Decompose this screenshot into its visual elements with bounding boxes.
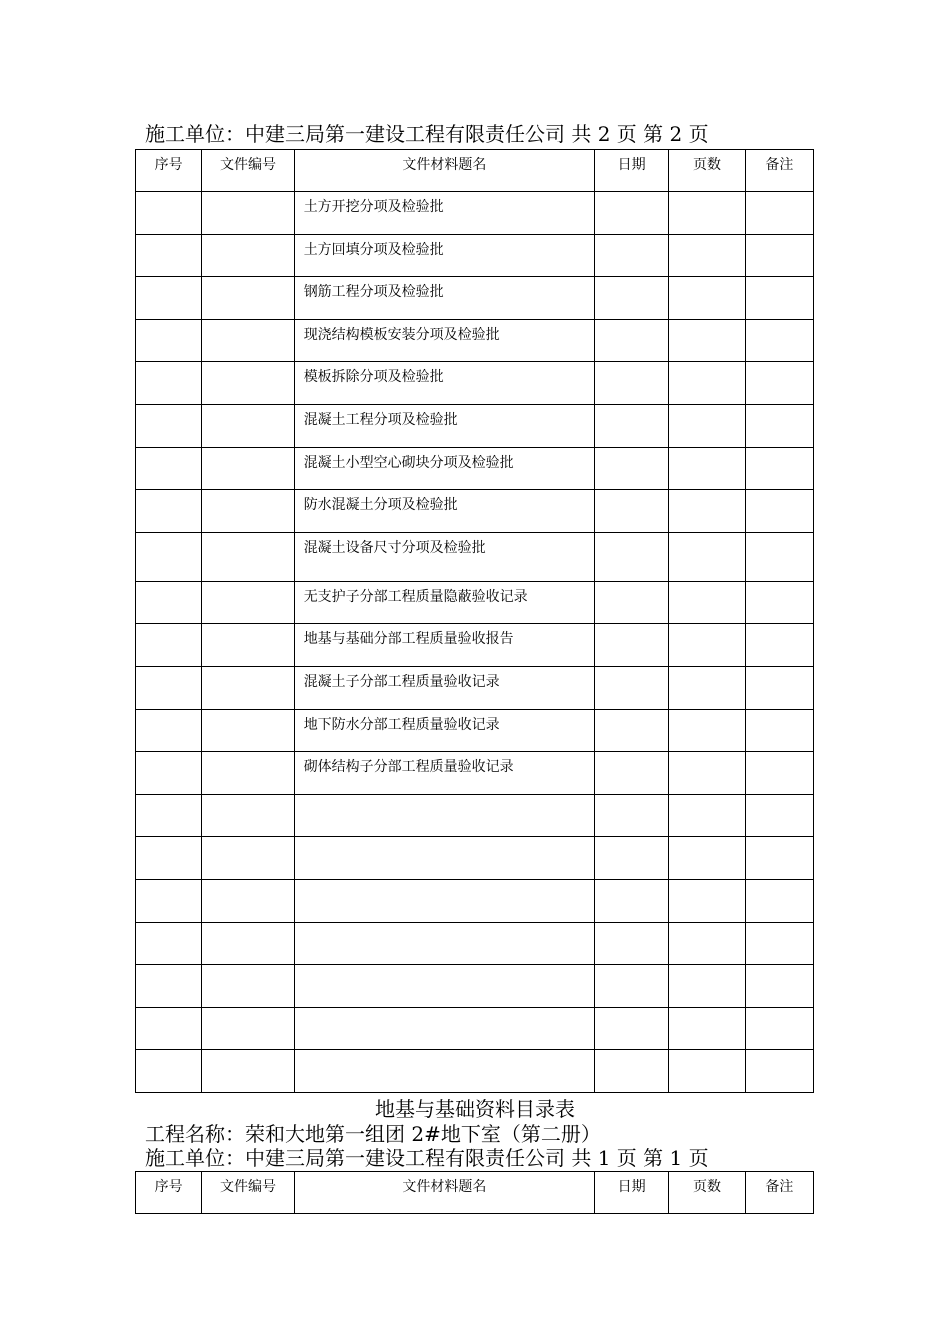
cell-file-no — [202, 1007, 294, 1050]
cell-index — [136, 319, 202, 362]
cell-file-no — [202, 319, 294, 362]
cell-remarks — [745, 447, 813, 490]
header-title: 文件材料题名 — [294, 150, 594, 192]
table-row — [136, 447, 814, 490]
table-row — [136, 965, 814, 1008]
cell-file-no — [202, 192, 294, 235]
cell-file-no — [202, 404, 294, 447]
unit-line-top: 施工单位：中建三局第一建设工程有限责任公司 共 2 页 第 2 页 — [145, 122, 709, 146]
table-row — [136, 362, 814, 405]
cell-title: 土方开挖分项及检验批 — [294, 192, 594, 235]
cell-date — [595, 277, 669, 320]
cell-date — [595, 752, 669, 795]
cell-index — [136, 234, 202, 277]
unit-line-bottom: 施工单位：中建三局第一建设工程有限责任公司 共 1 页 第 1 页 — [145, 1146, 709, 1170]
cell-pages — [669, 490, 745, 533]
cell-pages — [669, 1050, 745, 1093]
cell-index — [136, 666, 202, 709]
cell-file-no — [202, 1050, 294, 1093]
cell-pages — [669, 752, 745, 795]
cell-pages — [669, 277, 745, 320]
cell-index — [136, 447, 202, 490]
cell-pages — [669, 447, 745, 490]
cell-remarks — [745, 879, 813, 922]
header-remarks: 备注 — [745, 1172, 813, 1214]
cell-date — [595, 404, 669, 447]
cell-pages — [669, 965, 745, 1008]
cell-file-no — [202, 752, 294, 795]
cell-remarks — [745, 965, 813, 1008]
cell-pages — [669, 666, 745, 709]
cell-date — [595, 319, 669, 362]
table-row — [136, 922, 814, 965]
catalog-table-bottom — [135, 1171, 814, 1214]
header-pages: 页数 — [669, 1172, 745, 1214]
cell-date — [595, 794, 669, 837]
cell-index — [136, 404, 202, 447]
table-header-row — [136, 150, 814, 192]
cell-pages — [669, 234, 745, 277]
cell-pages — [669, 362, 745, 405]
cell-title — [294, 879, 594, 922]
cell-remarks — [745, 794, 813, 837]
cell-title: 混凝土工程分项及检验批 — [294, 404, 594, 447]
cell-index — [136, 837, 202, 880]
table-row — [136, 624, 814, 667]
table-row — [136, 581, 814, 624]
cell-title: 混凝土设备尺寸分项及检验批 — [294, 532, 594, 581]
table-row — [136, 234, 814, 277]
cell-file-no — [202, 709, 294, 752]
cell-file-no — [202, 965, 294, 1008]
cell-index — [136, 752, 202, 795]
cell-remarks — [745, 581, 813, 624]
header-file-no: 文件编号 — [202, 1172, 294, 1214]
cell-pages — [669, 1007, 745, 1050]
cell-remarks — [745, 1007, 813, 1050]
cell-title: 地基与基础分部工程质量验收报告 — [294, 624, 594, 667]
cell-file-no — [202, 794, 294, 837]
cell-pages — [669, 192, 745, 235]
table-row — [136, 404, 814, 447]
cell-index — [136, 624, 202, 667]
cell-date — [595, 490, 669, 533]
cell-date — [595, 624, 669, 667]
cell-index — [136, 1007, 202, 1050]
cell-title: 防水混凝土分项及检验批 — [294, 490, 594, 533]
cell-remarks — [745, 404, 813, 447]
cell-title: 混凝土小型空心砌块分项及检验批 — [294, 447, 594, 490]
cell-index — [136, 965, 202, 1008]
cell-pages — [669, 319, 745, 362]
cell-title: 砌体结构子分部工程质量验收记录 — [294, 752, 594, 795]
header-file-no: 文件编号 — [202, 150, 294, 192]
cell-date — [595, 879, 669, 922]
cell-file-no — [202, 581, 294, 624]
cell-file-no — [202, 532, 294, 581]
cell-remarks — [745, 490, 813, 533]
cell-index — [136, 192, 202, 235]
cell-index — [136, 879, 202, 922]
table-row — [136, 277, 814, 320]
cell-pages — [669, 624, 745, 667]
cell-date — [595, 447, 669, 490]
header-date: 日期 — [595, 150, 669, 192]
cell-title: 现浇结构模板安装分项及检验批 — [294, 319, 594, 362]
cell-index — [136, 490, 202, 533]
cell-file-no — [202, 879, 294, 922]
cell-date — [595, 709, 669, 752]
cell-remarks — [745, 234, 813, 277]
cell-index — [136, 922, 202, 965]
cell-pages — [669, 709, 745, 752]
cell-pages — [669, 922, 745, 965]
cell-date — [595, 837, 669, 880]
cell-title — [294, 922, 594, 965]
cell-title: 混凝土子分部工程质量验收记录 — [294, 666, 594, 709]
cell-title: 模板拆除分项及检验批 — [294, 362, 594, 405]
cell-remarks — [745, 1050, 813, 1093]
cell-remarks — [745, 752, 813, 795]
cell-date — [595, 192, 669, 235]
cell-index — [136, 532, 202, 581]
cell-date — [595, 362, 669, 405]
cell-file-no — [202, 922, 294, 965]
cell-pages — [669, 532, 745, 581]
cell-pages — [669, 879, 745, 922]
header-remarks: 备注 — [745, 150, 813, 192]
cell-date — [595, 922, 669, 965]
table-row — [136, 532, 814, 581]
header-index: 序号 — [136, 150, 202, 192]
cell-remarks — [745, 192, 813, 235]
catalog-title: 地基与基础资料目录表 — [375, 1097, 575, 1121]
cell-file-no — [202, 624, 294, 667]
cell-remarks — [745, 277, 813, 320]
table-row — [136, 1007, 814, 1050]
cell-file-no — [202, 666, 294, 709]
cell-pages — [669, 794, 745, 837]
cell-index — [136, 362, 202, 405]
cell-title: 地下防水分部工程质量验收记录 — [294, 709, 594, 752]
cell-index — [136, 709, 202, 752]
cell-title — [294, 794, 594, 837]
cell-index — [136, 1050, 202, 1093]
table-header-row — [136, 1172, 814, 1214]
cell-date — [595, 1050, 669, 1093]
table-row — [136, 490, 814, 533]
table-row — [136, 666, 814, 709]
cell-remarks — [745, 532, 813, 581]
cell-index — [136, 581, 202, 624]
cell-file-no — [202, 447, 294, 490]
cell-date — [595, 965, 669, 1008]
cell-file-no — [202, 234, 294, 277]
cell-title: 土方回填分项及检验批 — [294, 234, 594, 277]
table-row — [136, 192, 814, 235]
cell-date — [595, 234, 669, 277]
cell-title: 无支护子分部工程质量隐蔽验收记录 — [294, 581, 594, 624]
cell-date — [595, 581, 669, 624]
cell-date — [595, 532, 669, 581]
cell-remarks — [745, 666, 813, 709]
catalog-table-top — [135, 149, 814, 1093]
cell-index — [136, 277, 202, 320]
cell-file-no — [202, 837, 294, 880]
header-pages: 页数 — [669, 150, 745, 192]
cell-title — [294, 837, 594, 880]
cell-date — [595, 1007, 669, 1050]
cell-remarks — [745, 624, 813, 667]
cell-pages — [669, 404, 745, 447]
cell-title — [294, 965, 594, 1008]
cell-file-no — [202, 362, 294, 405]
cell-title — [294, 1007, 594, 1050]
cell-remarks — [745, 319, 813, 362]
cell-title — [294, 1050, 594, 1093]
table-row — [136, 794, 814, 837]
table-row — [136, 837, 814, 880]
cell-date — [595, 666, 669, 709]
cell-file-no — [202, 490, 294, 533]
cell-pages — [669, 837, 745, 880]
header-date: 日期 — [595, 1172, 669, 1214]
cell-file-no — [202, 277, 294, 320]
table-row — [136, 752, 814, 795]
table-row — [136, 879, 814, 922]
cell-pages — [669, 581, 745, 624]
cell-remarks — [745, 362, 813, 405]
table-row — [136, 709, 814, 752]
table-row — [136, 1050, 814, 1093]
cell-remarks — [745, 837, 813, 880]
header-index: 序号 — [136, 1172, 202, 1214]
project-line: 工程名称：荣和大地第一组团 2#地下室（第二册） — [145, 1122, 601, 1146]
cell-index — [136, 794, 202, 837]
cell-remarks — [745, 922, 813, 965]
cell-remarks — [745, 709, 813, 752]
cell-title: 钢筋工程分项及检验批 — [294, 277, 594, 320]
table-row — [136, 319, 814, 362]
header-title: 文件材料题名 — [294, 1172, 594, 1214]
